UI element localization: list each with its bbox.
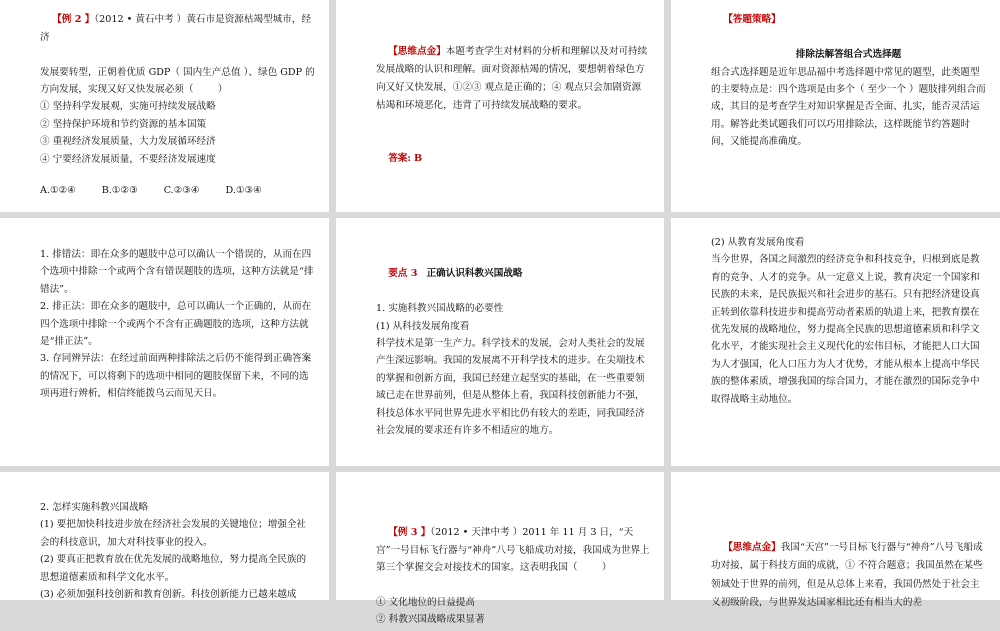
method-paragraph: 1. 排错法：即在众多的题肢中总可以确认一个错误的，从而在四个选项中排除一个或两个含有错误题肢的选项，这种方法就是“排错法”。	[40, 249, 314, 295]
question-line: 方向发展，实现又好又快发展必须（ ）	[40, 84, 228, 96]
body-text: 当今世界，各国之间激烈的经济竞争和科技竞争，归根到底是教育的竞争、人才的竞争。从一定意义上说，教育决定一个国家和民族的未来，是民族振兴和社会进步的基石。只有把经济建设真正转到依靠科技进步和提高劳动者素质的轨道上来，把教育摆在优先发展的战略地位，努力提高全民族的思想道德素质和科学文化水平，才能实现社会主义现代化的宏伟目标，才能把人口大国为人才强国，化人口压力为人才优势，才能从根本上提高中华民族的整体素质，增强我国的综合国力，才能在激烈的国际竞争中取得战略主动地位。	[711, 254, 980, 405]
question-line: （2012 • 黄石中考 ）黄石市是资源枯竭型城市，经济	[40, 14, 312, 43]
method-paragraph: 3. 存同辨异法：在经过前面两种排除法之后仍不能得到正确答案的情况下，可以将剩下的选项中相同的题肢保留下来，不同的选项再进行辨析，相信终能拨乌云而见天日。	[40, 353, 312, 400]
analysis-paragraph	[376, 25, 648, 133]
slide-strategy	[671, 0, 1000, 212]
slide-implementation	[0, 472, 329, 600]
section-heading: 2. 怎样实施科教兴国战略	[40, 502, 149, 513]
option-d: D.①③④	[225, 185, 262, 197]
slide-education	[671, 218, 1000, 466]
slide-analysis-1	[336, 0, 664, 212]
list-paragraph: (3) 必须加强科技创新和教育创新。科技创新能力已越来越成	[40, 589, 297, 601]
question-text	[376, 507, 650, 594]
choice-item: ④ 宁要经济发展质量，不要经济发展速度	[40, 153, 216, 165]
method-paragraph: 2. 排正法：即在众多的题肢中，总可以确认一个正确的，从而在四个选项中排除一个或两个不含有正确题肢的选项，这种方法就是“排正法”。	[40, 301, 312, 348]
analysis-tag: 【思维点金】	[388, 46, 446, 57]
sub-heading: (1) 从科技发展角度看	[376, 320, 470, 332]
body-text: 科学技术是第一生产力。科学技术的发展，会对人类社会的发展产生深远影响。我国的发展离不开科学技术的进步。在尖端技术的掌握和创新方面，我国已经建立起坚实的基础，在一些重要领域已走在世界前列，但是从整体上看，我国科技创新能力不强，科技总体水平同世界先进水平相比仍有较大的差距，同我国经济社会发展的要求还有许多不相适应的地方。	[376, 338, 645, 437]
list-paragraph: (2) 要真正把教育放在优先发展的战略地位，努力提高全民族的思想道德素质和科学文化水平。	[40, 554, 307, 583]
example-tag: 【例 2 】	[52, 14, 95, 26]
choice-item: ① 坚持科学发展观，实施可持续发展战略	[40, 101, 216, 113]
example-tag: 【例 3 】	[388, 527, 431, 539]
answer-value: B	[414, 153, 423, 165]
list-paragraph: (1) 要把加快科技进步放在经济社会发展的关键地位；增强全社会的科技意识，加大对科技事业的投入。	[40, 519, 307, 548]
strategy-title: 排除法解答组合式选择题	[795, 49, 902, 61]
strategy-text: 组合式选择题是近年思品福中考选择题中常见的题型，此类题型的主要特点是：四个选项是由多个（ 至少一个 ）题肢排列组合而成，其目的是考查学生对知识掌握是否全面、扎实，能否灵活运用。解答此类试题我们可以巧用排除法，这样既能节约答题时间，又能提高准确度。	[711, 66, 986, 148]
key-point-heading	[376, 248, 650, 300]
slide-analysis-2	[671, 472, 1000, 608]
analysis-paragraph	[711, 520, 986, 631]
choice-item: ① 文化地位的日益提高	[376, 597, 475, 609]
answer-label: 答案:	[388, 153, 411, 165]
section-heading: 1. 实施科教兴国战略的必要性	[376, 303, 504, 315]
question-line: 发展要转型，正朝着优质 GDP（ 国内生产总值 ）、绿色 GDP 的	[40, 66, 315, 78]
slide-example-2	[0, 0, 329, 212]
strategy-tag-line	[711, 0, 986, 46]
slide-example-3	[336, 472, 664, 626]
option-c: C.②③④	[163, 185, 200, 197]
option-b: B.①②③	[101, 185, 138, 197]
slide-key-point-3	[336, 218, 664, 466]
analysis-tag: 【思维点金】	[723, 541, 781, 553]
choice-item: ② 坚持保护环境和节约资源的基本国策	[40, 118, 207, 130]
answer-options	[40, 182, 315, 199]
key-point-label: 要点 3	[388, 268, 418, 280]
analysis-text: 本题考查学生对材料的分析和理解以及对可持续发展战略的认识和理解。面对资源枯竭的情况，要想朝着绿色方向又好又快发展，①②③ 观点是正确的；④ 观点只会加剧资源枯竭和环境恶化，违背了可持续发展战略的要求。	[376, 46, 648, 111]
question-body: （2012 • 天津中考 ）2011 年 11 月 3 日，“天宫”一号目标飞行器与“神舟”八号飞船成功对接，我国成为世界上第三个掌握交会对接技术的国家。这表明我国（ ）	[376, 527, 650, 574]
sub-heading: (2) 从教育发展角度看	[711, 237, 805, 248]
analysis-text: 我国“天宫”一号目标飞行器与“神舟”八号飞船成功对接，属于科技方面的成就，① 不符合题意；我国虽然在某些领域处于世界的前列，但是从总体上来看，我国仍然处于社会主义初级阶段，与世界发达国家相比还有相当大的差	[711, 541, 983, 608]
choice-item: ③ 重视经济发展质量，大力发展循环经济	[40, 136, 216, 148]
strategy-tag: 【答题策略】	[723, 14, 781, 26]
choice-item: ② 科教兴国战略成果显著	[376, 614, 485, 626]
key-point-title: 正确认识科教兴国战略	[426, 268, 523, 280]
option-a: A.①②④	[40, 185, 76, 197]
answer-line	[376, 133, 648, 185]
slide-elimination-methods	[0, 218, 329, 466]
